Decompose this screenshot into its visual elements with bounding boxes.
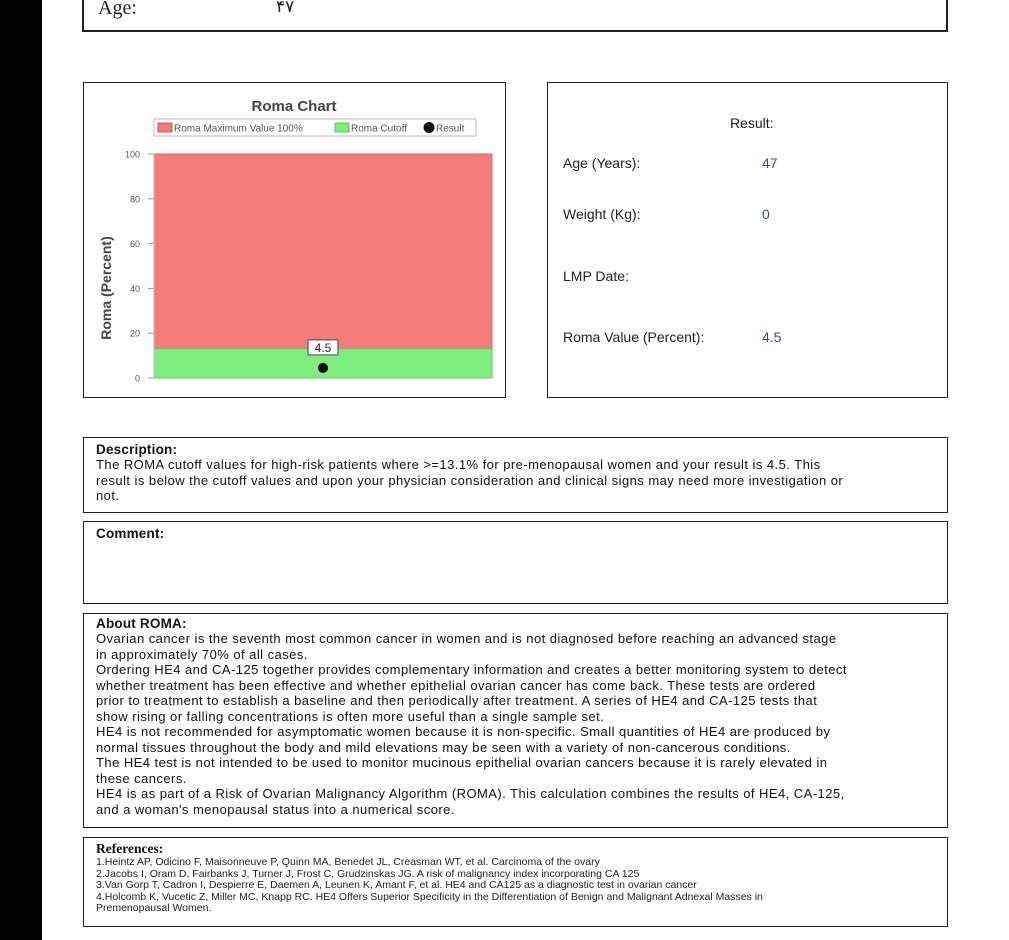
references-title: References: bbox=[96, 841, 164, 856]
y-tick-label: 0 bbox=[134, 373, 140, 384]
y-tick-label: 20 bbox=[129, 328, 140, 339]
description-section bbox=[83, 437, 948, 513]
chart-legend bbox=[154, 119, 476, 136]
reference-item: 3.Van Gorp T, Cadron I, Despierre E, Daemen A, Leunen K, Amant F, et al. HE4 and CA125 as a diagnostic test in ovarian cancer bbox=[96, 879, 697, 891]
about-line: normal tissues throughout the body and mild elevations may be seen with a variety of non-cancerous conditions. bbox=[96, 739, 791, 755]
reference-item: 4.Holcomb K, Vucetic Z, Miller MC, Knapp RC. HE4 Offers Superior Specificity in the Differentiation of Benign and Malignant Adnexal Masses in bbox=[96, 890, 763, 903]
reference-item: 2.Jacobs I, Oram D, Fairbanks J, Turner J, Frost C, Grudzinskas JG. A risk of malignancy index incorporating CA 125 bbox=[96, 867, 640, 880]
age-value: ۴۷ bbox=[276, 0, 295, 16]
description-line-1: The ROMA cutoff values for high-risk patients where >=13.1% for pre-menopausal women and your result is 4.5. This bbox=[96, 457, 821, 472]
legend-item-result bbox=[424, 122, 465, 135]
age-label: Age: bbox=[98, 0, 137, 19]
y-axis-label: Roma (Percent) bbox=[98, 236, 114, 340]
about-title: About ROMA: bbox=[96, 616, 187, 631]
roma-chart bbox=[84, 83, 504, 396]
roma-chart-panel bbox=[83, 82, 506, 398]
y-tick-label: 40 bbox=[129, 283, 140, 294]
description-title: Description: bbox=[96, 442, 178, 457]
svg-text:Result: Result bbox=[436, 123, 465, 135]
about-line: show rising or falling concentrations is often more useful than a single sample set. bbox=[96, 708, 605, 724]
about-line: whether treatment has been effective and whether epithelial ovarian cancer has come back. These tests are ordered bbox=[96, 677, 816, 693]
result-panel bbox=[547, 82, 948, 398]
result-point bbox=[318, 363, 328, 373]
y-tick-label: 100 bbox=[124, 149, 140, 160]
description-line-3: not. bbox=[96, 488, 120, 503]
about-line: The HE4 test is not intended to be used to monitor mucinous epithelial ovarian cancers because it is rarely elevated in bbox=[96, 755, 828, 770]
age-years-value: 47 bbox=[762, 155, 778, 171]
comment-section bbox=[83, 521, 948, 604]
about-line: HE4 is as part of a Risk of Ovarian Malignancy Algorithm (ROMA). This calculation combines the results of HE4, CA-125, bbox=[96, 786, 845, 801]
comment-title: Comment: bbox=[96, 526, 165, 541]
svg-text:Roma Cutoff: Roma Cutoff bbox=[351, 123, 407, 135]
svg-text:Roma Maximum Value 100%: Roma Maximum Value 100% bbox=[174, 123, 303, 135]
chart-title: Roma Chart bbox=[251, 98, 337, 115]
reference-item: Premenopausal Women. bbox=[96, 902, 212, 914]
y-tick-label: 60 bbox=[129, 239, 140, 250]
references-section bbox=[83, 837, 948, 927]
weight-value: 0 bbox=[762, 206, 770, 222]
roma-value: 4.5 bbox=[762, 329, 782, 345]
about-line: HE4 is not recommended for asymptomatic women because it is non-specific. Small quantities of HE4 are produced by bbox=[96, 724, 831, 739]
about-roma-section bbox=[83, 613, 948, 828]
about-line: and a woman's menopausal status into a numerical score. bbox=[96, 801, 455, 817]
about-line: Ovarian cancer is the seventh most common cancer in women and is not diagnosed before reaching an advanced stage bbox=[96, 631, 837, 646]
lmp-date-label: LMP Date: bbox=[563, 268, 629, 284]
description-line-2: result is below the cutoff values and upon your physician consideration and clinical signs may need more investigation or bbox=[96, 472, 844, 488]
plot-area bbox=[125, 150, 492, 384]
left-edge-bar bbox=[0, 0, 42, 940]
about-line: in approximately 70% of all cases. bbox=[96, 646, 308, 662]
y-tick-label: 80 bbox=[129, 194, 140, 205]
result-data-label: 4.5 bbox=[314, 340, 332, 355]
legend-item-roma-max bbox=[158, 123, 303, 135]
result-title: Result: bbox=[730, 115, 774, 131]
about-line: prior to treatment to establish a baseline and then periodically after treatment. A series of HE4 and CA-125 tests that bbox=[96, 693, 818, 708]
about-line: these cancers. bbox=[96, 770, 187, 786]
roma-value-label: Roma Value (Percent): bbox=[563, 329, 705, 345]
reference-item: 1.Heintz AP, Odicino F, Maisonneuve P, Quinn MA, Benedet JL, Creasman WT, et al. Carcinoma of the ovary bbox=[96, 856, 600, 868]
age-header bbox=[82, 0, 948, 32]
age-years-label: Age (Years): bbox=[563, 155, 641, 171]
weight-label: Weight (Kg): bbox=[563, 206, 641, 222]
about-line: Ordering HE4 and CA-125 together provides complementary information and creates a better monitoring system to detect bbox=[96, 662, 847, 677]
